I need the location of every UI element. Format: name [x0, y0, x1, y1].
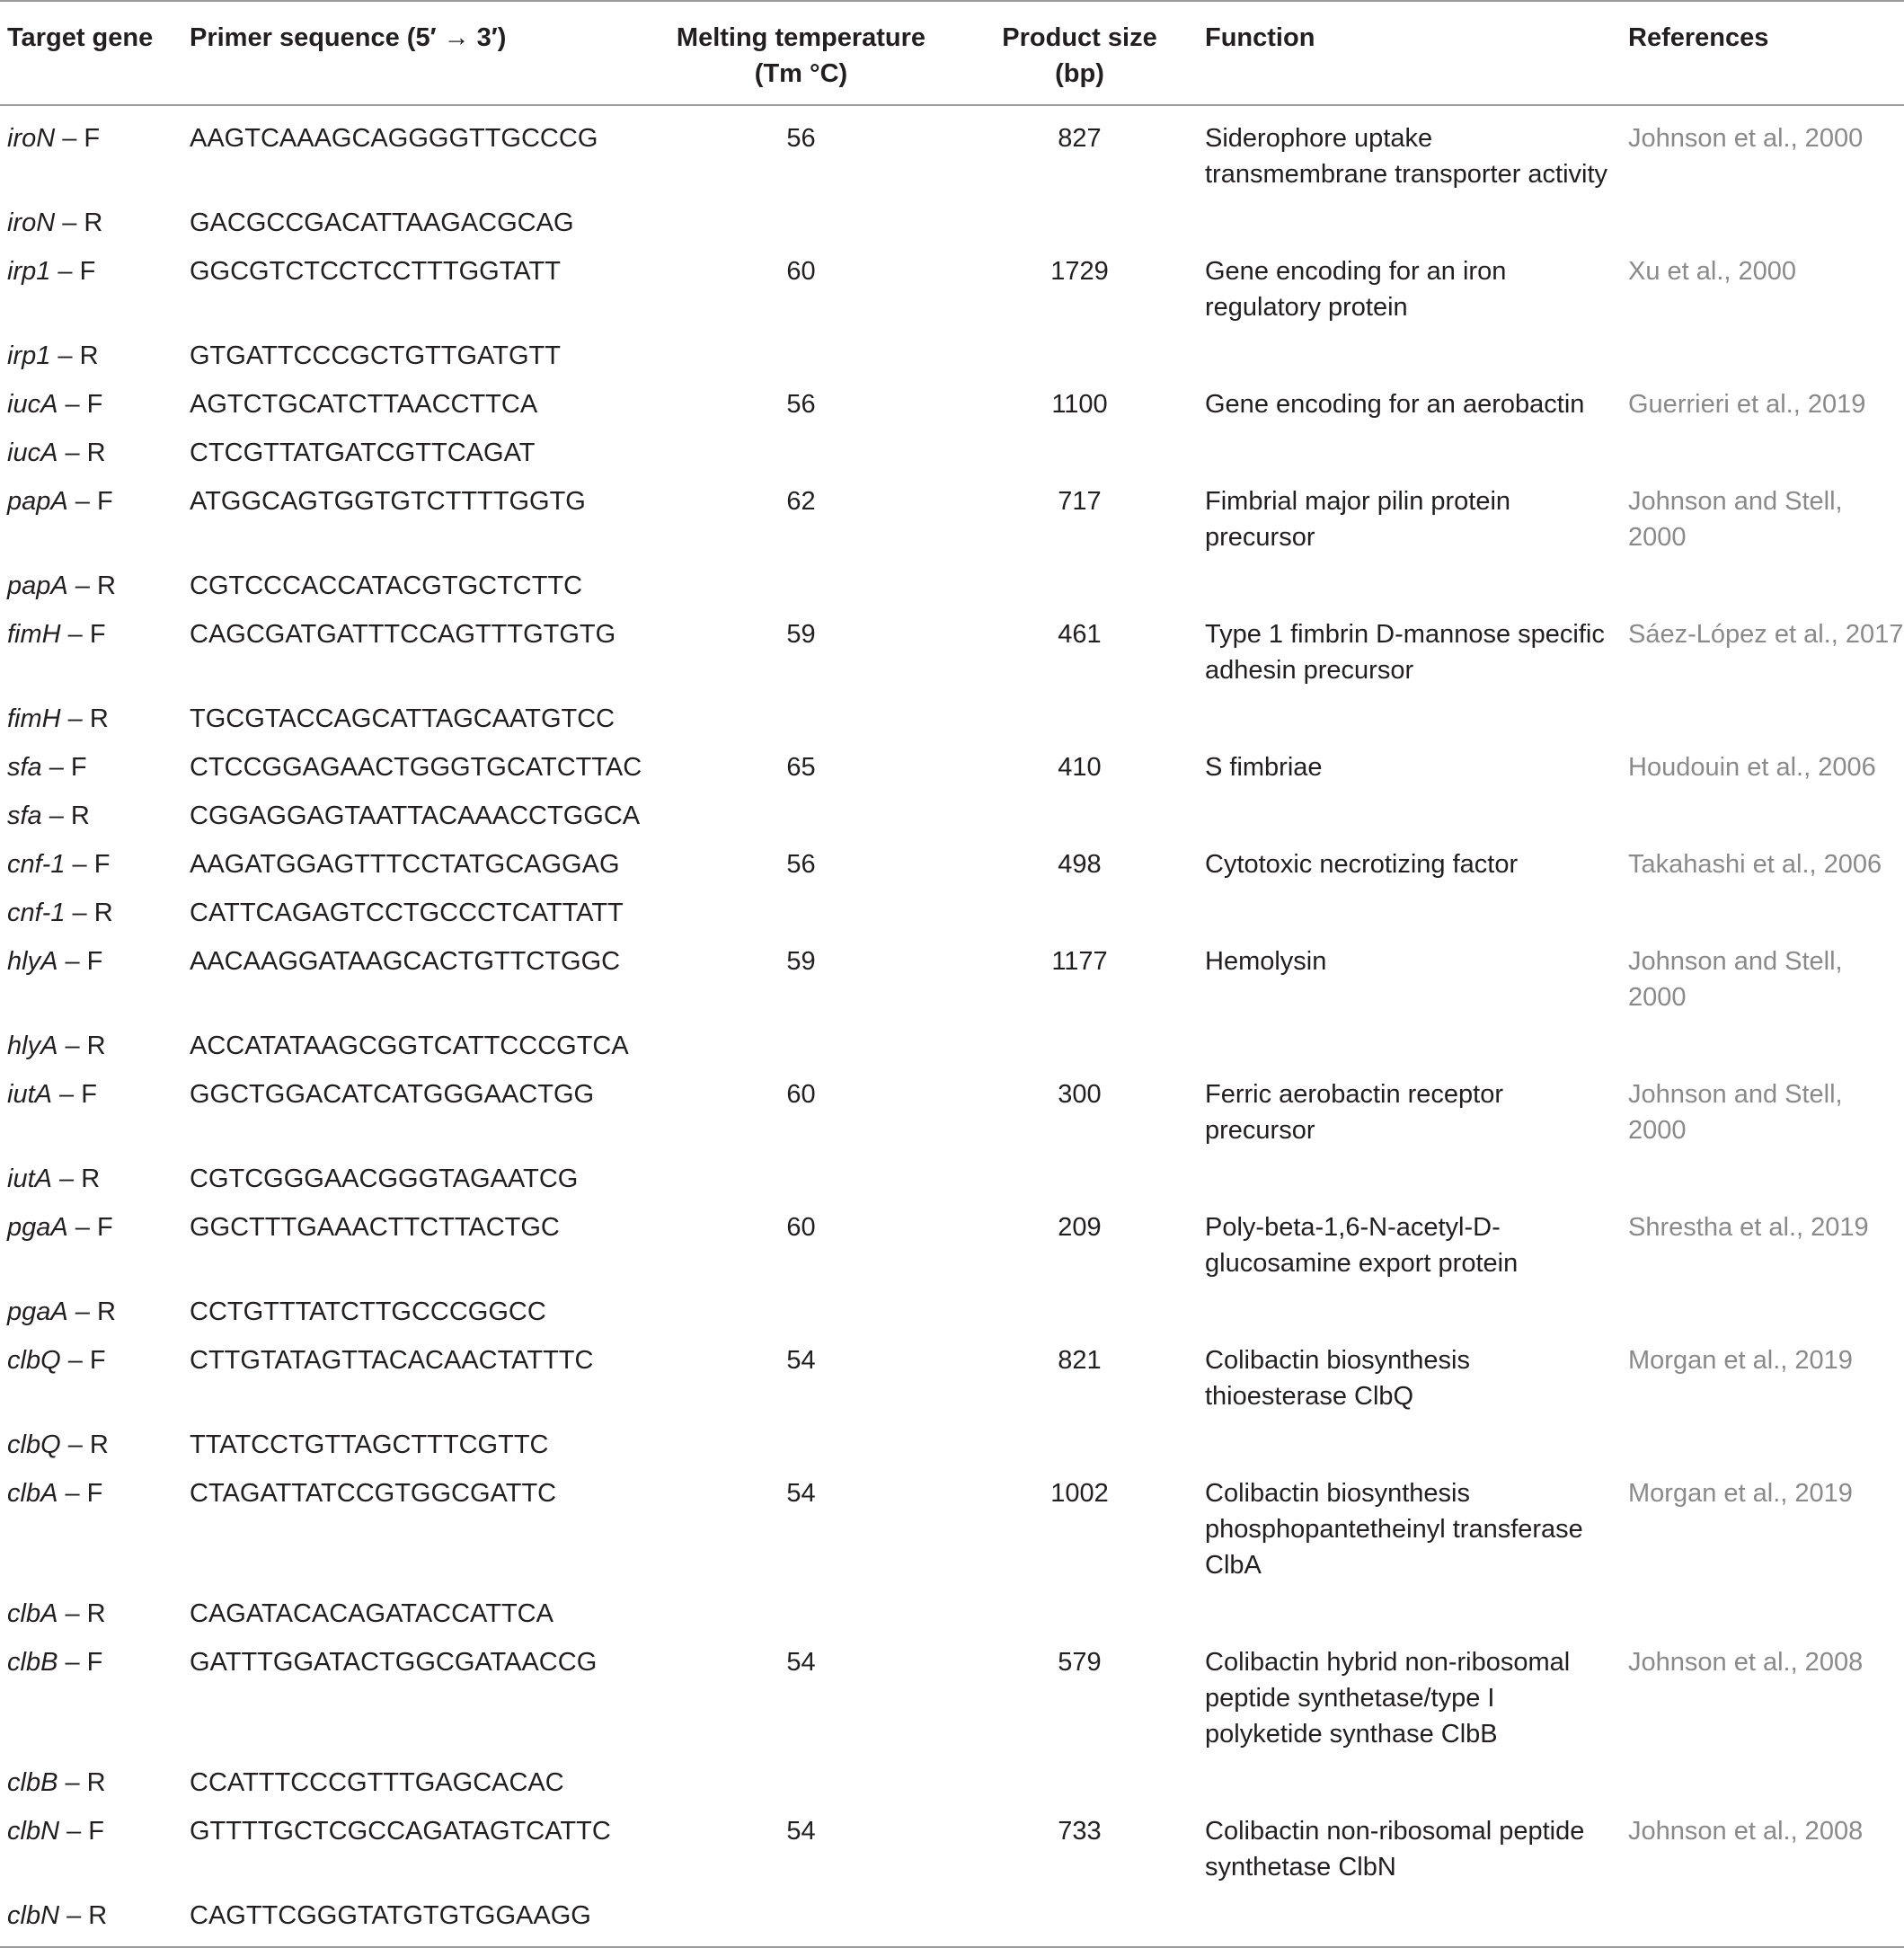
- cell-primer-sequence: CTTGTATAGTTACACAACTATTTC: [190, 1346, 594, 1375]
- cell-melting-temperature: [648, 1891, 954, 1947]
- cell-melting-temperature: [648, 429, 954, 477]
- cell-function: [1205, 1155, 1628, 1203]
- cell-reference: Morgan et al., 2019: [1628, 1346, 1853, 1375]
- cell-primer-sequence: CAGTTCGGGTATGTGTGGAAGG: [190, 1901, 591, 1930]
- primer-direction: – F: [55, 124, 101, 153]
- cell-target-gene: [0, 1203, 190, 1288]
- header-product-size-line2: (bp): [1055, 59, 1104, 88]
- gene-name: cnf-1: [7, 850, 66, 879]
- cell-function: Poly-beta-1,6-N-acetyl-D-glucosamine export protein: [1205, 1213, 1519, 1278]
- cell-primer-sequence: GTGATTCCCGCTGTTGATGTT: [190, 341, 561, 370]
- cell-reference: Takahashi et al., 2006: [1628, 850, 1882, 879]
- gene-name: papA: [7, 571, 68, 600]
- table-row: [0, 1155, 1904, 1203]
- cell-reference: [1628, 695, 1904, 743]
- cell-product-size: [954, 1288, 1205, 1336]
- cell-primer-sequence: AAGTCAAAGCAGGGGTTGCCCG: [190, 124, 598, 153]
- cell-target-gene: [0, 1807, 190, 1891]
- primer-direction: – R: [55, 208, 103, 237]
- table-row: [0, 1807, 1904, 1891]
- cell-primer-sequence: AGTCTGCATCTTAACCTTCA: [190, 390, 538, 419]
- cell-function: Colibactin non-ribosomal peptide synthetase ClbN: [1205, 1817, 1585, 1882]
- primer-direction: – F: [59, 1817, 104, 1846]
- header-melting-temperature: [648, 1, 954, 105]
- table-row: [0, 792, 1904, 840]
- gene-name: hlyA: [7, 1032, 58, 1060]
- cell-product-size: [954, 792, 1205, 840]
- primer-direction: – R: [60, 1430, 109, 1459]
- table-row: [0, 840, 1904, 889]
- cell-reference: [1628, 1022, 1904, 1070]
- cell-primer-sequence: CGTCGGGAACGGGTAGAATCG: [190, 1164, 579, 1193]
- cell-reference: [1628, 1758, 1904, 1807]
- cell-melting-temperature: 60: [786, 1213, 816, 1242]
- table-row: [0, 1891, 1904, 1947]
- cell-product-size: [954, 1421, 1205, 1469]
- cell-primer-sequence: CGTCCCACCATACGTGCTCTTC: [190, 571, 583, 600]
- gene-name: iucA: [7, 438, 58, 467]
- cell-reference: [1628, 1891, 1904, 1947]
- cell-primer-sequence: AACAAGGATAAGCACTGTTCTGGC: [190, 947, 621, 976]
- cell-primer-sequence: GATTTGGATACTGGCGATAACCG: [190, 1648, 598, 1677]
- cell-product-size: 209: [1058, 1213, 1102, 1242]
- header-melting-temperature-line1: Melting temperature: [676, 23, 926, 52]
- cell-reference: Johnson and Stell, 2000: [1628, 487, 1843, 552]
- cell-function: [1205, 1758, 1628, 1807]
- cell-primer-sequence: CTCGTTATGATCGTTCAGAT: [190, 438, 536, 467]
- header-primer-sequence: Primer sequence (5′ → 3′): [190, 23, 507, 52]
- cell-reference: Guerrieri et al., 2019: [1628, 390, 1866, 419]
- cell-primer-sequence: CATTCAGAGTCCTGCCCTCATTATT: [190, 899, 624, 927]
- cell-target-gene: [0, 1155, 190, 1203]
- primer-direction: – R: [50, 341, 99, 370]
- cell-reference: [1628, 889, 1904, 937]
- primer-direction: – R: [58, 1599, 106, 1628]
- cell-melting-temperature: 54: [786, 1648, 816, 1677]
- header-product-size: [954, 1, 1205, 105]
- cell-primer-sequence: CTAGATTATCCGTGGCGATTC: [190, 1479, 557, 1508]
- cell-melting-temperature: 54: [786, 1479, 816, 1508]
- cell-reference: Sáez-López et al., 2017: [1628, 620, 1904, 649]
- table-row: [0, 889, 1904, 937]
- cell-primer-sequence: CAGCGATGATTTCCAGTTTGTGTG: [190, 620, 616, 649]
- table-row: [0, 937, 1904, 1022]
- cell-reference: Johnson and Stell, 2000: [1628, 1080, 1843, 1145]
- header-function: Function: [1205, 23, 1315, 52]
- cell-product-size: [954, 695, 1205, 743]
- gene-name: clbA: [7, 1479, 58, 1508]
- table-row: [0, 199, 1904, 247]
- table-body: [0, 105, 1904, 1947]
- table-row: [0, 743, 1904, 792]
- cell-reference: [1628, 562, 1904, 610]
- cell-function: Gene encoding for an iron regulatory protein: [1205, 257, 1507, 322]
- cell-melting-temperature: [648, 1758, 954, 1807]
- cell-function: Type 1 fimbrin D-mannose specific adhesin precursor: [1205, 620, 1605, 685]
- primer-direction: – F: [58, 1648, 103, 1677]
- cell-target-gene: [0, 889, 190, 937]
- cell-reference: Johnson and Stell, 2000: [1628, 947, 1843, 1012]
- primer-direction: – R: [58, 1032, 106, 1060]
- gene-name: clbB: [7, 1768, 58, 1797]
- cell-function: Fimbrial major pilin protein precursor: [1205, 487, 1511, 552]
- gene-name: clbN: [7, 1901, 60, 1930]
- cell-primer-sequence: CTCCGGAGAACTGGGTGCATCTTAC: [190, 753, 642, 782]
- table-row: [0, 1589, 1904, 1638]
- cell-target-gene: [0, 1638, 190, 1758]
- cell-target-gene: [0, 792, 190, 840]
- cell-target-gene: [0, 1891, 190, 1947]
- gene-name: papA: [7, 487, 68, 516]
- gene-name: clbB: [7, 1648, 58, 1677]
- gene-name: hlyA: [7, 947, 58, 976]
- cell-melting-temperature: 56: [786, 390, 816, 419]
- cell-melting-temperature: 62: [786, 487, 816, 516]
- cell-product-size: [954, 1589, 1205, 1638]
- gene-name: clbQ: [7, 1346, 61, 1375]
- gene-name: clbQ: [7, 1430, 61, 1459]
- primer-direction: – F: [51, 1080, 97, 1109]
- table-row: [0, 1469, 1904, 1589]
- cell-product-size: [954, 1022, 1205, 1070]
- cell-product-size: [954, 889, 1205, 937]
- primer-direction: – F: [60, 620, 106, 649]
- gene-name: cnf-1: [7, 899, 66, 927]
- header-target-gene: Target gene: [7, 23, 154, 52]
- cell-reference: [1628, 792, 1904, 840]
- cell-target-gene: [0, 1288, 190, 1336]
- cell-primer-sequence: TTATCCTGTTAGCTTTCGTTC: [190, 1430, 549, 1459]
- table-header: [0, 1, 1904, 105]
- cell-function: Gene encoding for an aerobactin: [1205, 390, 1585, 419]
- cell-product-size: 733: [1058, 1817, 1102, 1846]
- gene-name: fimH: [7, 704, 61, 733]
- cell-target-gene: [0, 1589, 190, 1638]
- cell-reference: [1628, 1589, 1904, 1638]
- table-row: [0, 247, 1904, 332]
- cell-function: S fimbriae: [1205, 753, 1323, 782]
- gene-name: fimH: [7, 620, 61, 649]
- cell-product-size: 717: [1058, 487, 1102, 516]
- cell-target-gene: [0, 743, 190, 792]
- cell-reference: Johnson et al., 2008: [1628, 1817, 1864, 1846]
- table-row: [0, 695, 1904, 743]
- gene-name: clbA: [7, 1599, 58, 1628]
- primer-direction: – R: [67, 571, 116, 600]
- primer-direction: – F: [50, 257, 96, 286]
- cell-target-gene: [0, 937, 190, 1022]
- cell-target-gene: [0, 840, 190, 889]
- cell-function: Siderophore uptake transmembrane transporter activity: [1205, 124, 1608, 189]
- cell-target-gene: [0, 610, 190, 695]
- cell-target-gene: [0, 105, 190, 199]
- cell-product-size: 461: [1058, 620, 1102, 649]
- gene-name: irp1: [7, 341, 51, 370]
- cell-function: [1205, 1022, 1628, 1070]
- cell-melting-temperature: 60: [786, 1080, 816, 1109]
- table-row: [0, 332, 1904, 380]
- primer-direction: – R: [51, 1164, 101, 1193]
- gene-name: sfa: [7, 753, 42, 782]
- cell-primer-sequence: GGCGTCTCCTCCTTTGGTATT: [190, 257, 561, 286]
- cell-primer-sequence: TGCGTACCAGCATTAGCAATGTCC: [190, 704, 615, 733]
- cell-melting-temperature: 59: [786, 620, 816, 649]
- cell-product-size: 498: [1058, 850, 1102, 879]
- cell-function: Colibactin biosynthesis phosphopantetheinyl transferase ClbA: [1205, 1479, 1583, 1580]
- cell-melting-temperature: 60: [786, 257, 816, 286]
- gene-name: iutA: [7, 1080, 52, 1109]
- cell-reference: Houdouin et al., 2006: [1628, 753, 1876, 782]
- primer-direction: – R: [59, 1901, 108, 1930]
- cell-reference: [1628, 1288, 1904, 1336]
- cell-reference: [1628, 199, 1904, 247]
- gene-name: pgaA: [7, 1213, 68, 1242]
- primer-direction: – R: [58, 1768, 106, 1797]
- primer-direction: – R: [60, 704, 109, 733]
- cell-product-size: 1100: [1051, 390, 1108, 419]
- cell-melting-temperature: 54: [786, 1346, 816, 1375]
- cell-function: Hemolysin: [1205, 947, 1327, 976]
- cell-product-size: 827: [1058, 124, 1102, 153]
- cell-primer-sequence: GGCTTTGAAACTTCTTACTGC: [190, 1213, 560, 1242]
- gene-name: clbN: [7, 1817, 60, 1846]
- cell-product-size: [954, 1758, 1205, 1807]
- table-row: [0, 1638, 1904, 1758]
- primer-direction: – F: [58, 390, 103, 419]
- primer-direction: – F: [58, 947, 103, 976]
- cell-product-size: 1002: [1050, 1479, 1109, 1508]
- cell-reference: [1628, 1421, 1904, 1469]
- cell-primer-sequence: AAGATGGAGTTTCCTATGCAGGAG: [190, 850, 620, 879]
- cell-reference: [1628, 332, 1904, 380]
- cell-function: [1205, 562, 1628, 610]
- table-row: [0, 1288, 1904, 1336]
- cell-melting-temperature: [648, 1155, 954, 1203]
- primer-direction: – R: [65, 899, 113, 927]
- cell-function: Colibactin biosynthesis thioesterase ClbQ: [1205, 1346, 1470, 1411]
- cell-target-gene: [0, 429, 190, 477]
- gene-name: sfa: [7, 801, 42, 830]
- cell-melting-temperature: 65: [786, 753, 816, 782]
- cell-product-size: 1177: [1051, 947, 1108, 976]
- cell-melting-temperature: [648, 1421, 954, 1469]
- cell-target-gene: [0, 1421, 190, 1469]
- cell-target-gene: [0, 1469, 190, 1589]
- cell-melting-temperature: [648, 332, 954, 380]
- cell-function: Cytotoxic necrotizing factor: [1205, 850, 1519, 879]
- cell-function: [1205, 332, 1628, 380]
- cell-melting-temperature: [648, 695, 954, 743]
- cell-target-gene: [0, 695, 190, 743]
- cell-melting-temperature: 56: [786, 850, 816, 879]
- cell-product-size: [954, 562, 1205, 610]
- cell-primer-sequence: GTTTTGCTCGCCAGATAGTCATTC: [190, 1817, 611, 1846]
- cell-melting-temperature: 56: [786, 124, 816, 153]
- gene-name: pgaA: [7, 1297, 68, 1326]
- primer-direction: – F: [60, 1346, 106, 1375]
- cell-function: Colibactin hybrid non-ribosomal peptide synthetase/type I polyketide synthase ClbB: [1205, 1648, 1571, 1749]
- cell-function: [1205, 1288, 1628, 1336]
- cell-product-size: [954, 1891, 1205, 1947]
- cell-melting-temperature: 54: [786, 1817, 816, 1846]
- primer-direction: – F: [67, 1213, 113, 1242]
- cell-product-size: [954, 1155, 1205, 1203]
- table-row: [0, 1070, 1904, 1155]
- table-row: [0, 1022, 1904, 1070]
- cell-product-size: [954, 429, 1205, 477]
- cell-target-gene: [0, 332, 190, 380]
- cell-function: [1205, 1421, 1628, 1469]
- cell-target-gene: [0, 477, 190, 562]
- cell-function: [1205, 1891, 1628, 1947]
- header-melting-temperature-line2: (Tm °C): [754, 59, 848, 88]
- primer-direction: – R: [41, 801, 90, 830]
- gene-name: iucA: [7, 390, 58, 419]
- table-row: [0, 477, 1904, 562]
- cell-reference: Shrestha et al., 2019: [1628, 1213, 1869, 1242]
- cell-function: [1205, 695, 1628, 743]
- cell-product-size: [954, 199, 1205, 247]
- cell-primer-sequence: ATGGCAGTGGTGTCTTTTGGTG: [190, 487, 586, 516]
- header-product-size-line1: Product size: [1002, 23, 1157, 52]
- cell-function: Ferric aerobactin receptor precursor: [1205, 1080, 1504, 1145]
- cell-product-size: 579: [1058, 1648, 1102, 1677]
- cell-target-gene: [0, 199, 190, 247]
- cell-target-gene: [0, 1022, 190, 1070]
- cell-reference: [1628, 1155, 1904, 1203]
- gene-name: iutA: [7, 1164, 52, 1193]
- cell-reference: [1628, 429, 1904, 477]
- primer-direction: – F: [65, 850, 111, 879]
- table-row: [0, 105, 1904, 199]
- primer-direction: – F: [58, 1479, 103, 1508]
- table-row: [0, 1758, 1904, 1807]
- cell-reference: Xu et al., 2000: [1628, 257, 1797, 286]
- cell-target-gene: [0, 1758, 190, 1807]
- cell-melting-temperature: 59: [786, 947, 816, 976]
- cell-melting-temperature: [648, 199, 954, 247]
- cell-target-gene: [0, 247, 190, 332]
- cell-reference: Johnson et al., 2000: [1628, 124, 1864, 153]
- table-row: [0, 610, 1904, 695]
- primer-direction: – F: [67, 487, 113, 516]
- header-references: References: [1628, 23, 1769, 52]
- cell-primer-sequence: CGGAGGAGTAATTACAAACCTGGCA: [190, 801, 641, 830]
- cell-target-gene: [0, 562, 190, 610]
- cell-product-size: 410: [1058, 753, 1102, 782]
- cell-primer-sequence: GACGCCGACATTAAGACGCAG: [190, 208, 574, 237]
- cell-function: [1205, 1589, 1628, 1638]
- gene-name: iroN: [7, 208, 56, 237]
- cell-melting-temperature: [648, 792, 954, 840]
- cell-target-gene: [0, 380, 190, 429]
- gene-name: iroN: [7, 124, 56, 153]
- cell-primer-sequence: ACCATATAAGCGGTCATTCCCGTCA: [190, 1032, 629, 1060]
- header-row: [0, 1, 1904, 105]
- cell-reference: Johnson et al., 2008: [1628, 1648, 1864, 1677]
- cell-primer-sequence: CCATTTCCCGTTTGAGCACAC: [190, 1768, 564, 1797]
- cell-reference: Morgan et al., 2019: [1628, 1479, 1853, 1508]
- cell-primer-sequence: CAGATACACAGATACCATTCA: [190, 1599, 553, 1628]
- primer-direction: – F: [41, 753, 87, 782]
- table-row: [0, 1421, 1904, 1469]
- table-row: [0, 1203, 1904, 1288]
- table-row: [0, 429, 1904, 477]
- cell-target-gene: [0, 1336, 190, 1421]
- cell-melting-temperature: [648, 1589, 954, 1638]
- cell-primer-sequence: GGCTGGACATCATGGGAACTGG: [190, 1080, 595, 1109]
- cell-primer-sequence: CCTGTTTATCTTGCCCGGCC: [190, 1297, 546, 1326]
- table-row: [0, 1336, 1904, 1421]
- cell-melting-temperature: [648, 1022, 954, 1070]
- cell-product-size: [954, 332, 1205, 380]
- cell-melting-temperature: [648, 889, 954, 937]
- cell-melting-temperature: [648, 1288, 954, 1336]
- primer-direction: – R: [67, 1297, 116, 1326]
- cell-product-size: 1729: [1050, 257, 1109, 286]
- cell-function: [1205, 199, 1628, 247]
- cell-product-size: 821: [1058, 1346, 1102, 1375]
- cell-function: [1205, 429, 1628, 477]
- cell-function: [1205, 889, 1628, 937]
- primer-direction: – R: [58, 438, 106, 467]
- cell-melting-temperature: [648, 562, 954, 610]
- gene-name: irp1: [7, 257, 51, 286]
- table-row: [0, 380, 1904, 429]
- cell-product-size: 300: [1058, 1080, 1102, 1109]
- table-row: [0, 562, 1904, 610]
- cell-function: [1205, 792, 1628, 840]
- cell-target-gene: [0, 1070, 190, 1155]
